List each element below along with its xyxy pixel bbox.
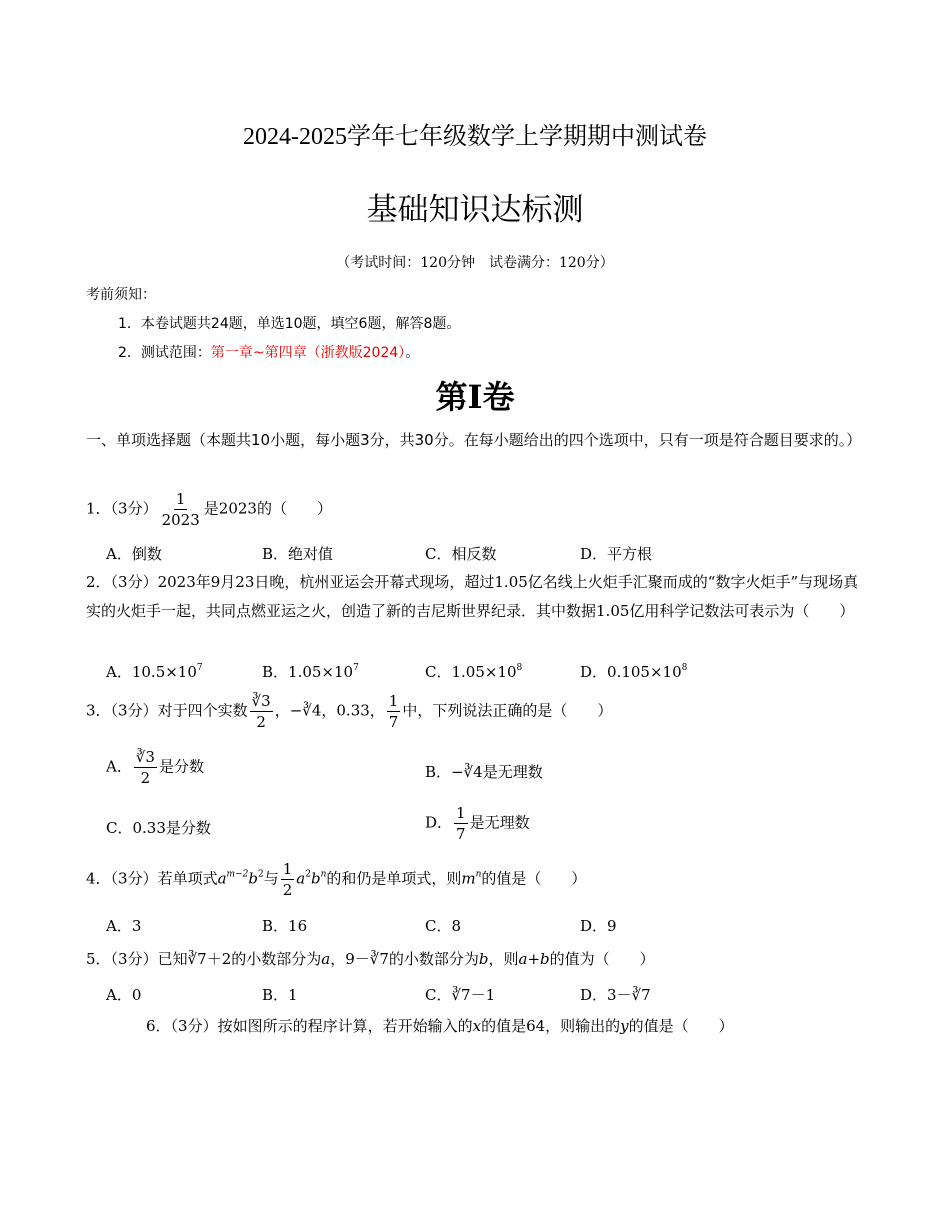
q5-option-d: D．3－∛7	[580, 986, 651, 1004]
fraction-cbrt3-over-2	[250, 692, 273, 731]
var-x: x	[472, 1017, 482, 1035]
q2-option-a-exp: 7	[196, 663, 203, 673]
exp-n: n	[475, 869, 482, 880]
var-a: a	[321, 950, 331, 968]
question-6-suffix: 的值是（ ）	[628, 1017, 734, 1035]
question-5-mid1: 的小数部分为	[231, 950, 322, 968]
question-3-prefix: 3．（3分）对于四个实数	[86, 701, 248, 720]
expr-cbrt7-plus-2: ∛7＋2	[187, 950, 232, 968]
question-1-suffix: 是2023的（ ）	[203, 499, 332, 518]
notice-item-2-prefix: 2．测试范围：	[118, 345, 211, 361]
var-y: y	[620, 1017, 629, 1035]
section-heading: 一、单项选择题（本题共10小题，每小题3分，共30分。在每小题给出的四个选项中，只有一项是符合题目要求的。）	[86, 431, 862, 449]
var-b: b	[310, 869, 321, 888]
expr-a-plus-b: a+b	[518, 950, 550, 968]
q3-option-b	[425, 761, 543, 782]
q2-option-d	[580, 661, 687, 682]
q3-option-c: C．0.33是分数	[106, 819, 211, 837]
question-6	[146, 1015, 734, 1036]
q5-option-c: C．∛7－1	[425, 986, 496, 1004]
neg-cbrt4: −∛4	[289, 701, 322, 720]
q1-option-d: D．平方根	[580, 545, 653, 563]
question-2-text: 2．（3分）2023年9月23日晚，杭州亚运会开幕式现场，超过1.05亿名线上火炬手汇聚而成的“数字火炬手”与现场真实的火炬手一起，共同点燃亚运之火，创造了新的吉尼斯世界纪录．其中数据1.05亿用科学记数法可表示为（ ）	[86, 573, 859, 620]
fraction-denominator: 2	[282, 881, 293, 899]
notice-item-2-suffix: 。	[405, 345, 420, 361]
question-5-mid3: 的小数部分为	[388, 950, 479, 968]
fraction-1-over-7	[454, 804, 468, 843]
notice-item-1: 1．本卷试题共24题，单选10题，填空6题，解答8题。	[118, 316, 461, 332]
question-3-mid: ，0.33，	[321, 701, 385, 720]
q4-option-d: D．9	[580, 917, 617, 935]
fraction-numerator: 1	[456, 804, 466, 822]
fraction-denominator: 7	[388, 713, 399, 731]
q1-option-c: C．相反数	[425, 545, 497, 563]
expr-9-minus-cbrt7: 9－∛7	[345, 950, 389, 968]
question-4-mid: 的和仍是单项式，则	[326, 869, 462, 888]
fraction-numerator: 1	[282, 860, 293, 878]
part-title: 第Ⅰ卷	[435, 378, 515, 416]
q4-option-a: A．3	[106, 917, 142, 935]
q2-option-c-exp: 8	[516, 663, 523, 673]
q3-option-a	[106, 748, 204, 787]
fraction-1-over-2023	[160, 490, 202, 529]
question-1-prefix: 1．（3分）	[86, 499, 158, 518]
var-a: a	[217, 869, 227, 888]
question-5	[86, 948, 655, 969]
q2-option-c	[425, 661, 522, 682]
exam-meta: （考试时间：120分钟 试卷满分：120分）	[336, 255, 614, 271]
q1-option-a: A．倒数	[106, 545, 162, 563]
q3-option-b-text: 是无理数	[482, 763, 543, 781]
var-b: b	[248, 869, 258, 888]
exp-2: 2	[257, 869, 264, 880]
q3-option-a-text: 是分数	[158, 757, 204, 776]
q5-option-b: B．1	[262, 986, 298, 1004]
question-4-and: 与	[263, 869, 279, 888]
fraction-1-over-7	[387, 692, 401, 731]
q3-option-d	[425, 804, 530, 843]
notice-item-2	[118, 342, 419, 362]
fraction-numerator: 1	[388, 692, 399, 710]
var-a: a	[296, 869, 306, 888]
fraction-numerator: ∛3	[251, 692, 271, 710]
q2-option-d-exp: 8	[681, 663, 688, 673]
neg-cbrt4: −∛4	[451, 763, 483, 781]
question-4	[86, 860, 586, 899]
question-4-prefix: 4．（3分）若单项式	[86, 869, 218, 888]
question-4-suffix: 的值是（ ）	[481, 869, 587, 888]
question-3-comma: ，	[274, 701, 290, 720]
q3-option-d-text: 是无理数	[469, 813, 530, 832]
fraction-cbrt3-over-2	[134, 748, 157, 787]
exam-subtitle: 基础知识达标测	[366, 192, 584, 228]
fraction-denominator: 2	[140, 769, 151, 787]
q2-option-b-label: B．1.05×10	[262, 663, 354, 681]
exp-m-minus-2: m−2	[226, 869, 249, 880]
question-1	[86, 490, 332, 529]
question-3-suffix: 中，下列说法正确的是（ ）	[402, 701, 613, 720]
exam-title: 2024-2025学年七年级数学上学期期中测试卷	[243, 124, 707, 150]
q3-option-d-label: D．	[425, 813, 453, 832]
q2-option-b-exp: 7	[353, 663, 359, 673]
var-b: b	[478, 950, 489, 968]
q2-option-d-label: D．0.105×10	[580, 663, 682, 681]
exp-n: n	[320, 869, 327, 880]
q2-option-b	[262, 661, 359, 682]
question-2	[86, 568, 866, 626]
fraction-numerator: ∛3	[135, 748, 155, 766]
fraction-numerator: 1	[175, 490, 186, 508]
question-5-then: ，则	[488, 950, 519, 968]
q2-option-a	[106, 661, 203, 682]
q5-option-a: A．0	[106, 986, 142, 1004]
fraction-denominator: 2023	[161, 511, 200, 529]
question-3	[86, 692, 612, 731]
var-m: m	[461, 869, 476, 888]
notice-label: 考前须知：	[86, 287, 156, 303]
question-5-prefix: 5．（3分）已知	[86, 950, 188, 968]
fraction-denominator: 2	[256, 713, 266, 731]
q2-option-a-label: A．10.5×10	[106, 663, 197, 681]
q3-option-a-label: A．	[106, 757, 132, 776]
fraction-1-over-2	[281, 860, 295, 899]
question-6-prefix: 6．（3分）按如图所示的程序计算，若开始输入的	[146, 1017, 473, 1035]
q4-option-b: B．16	[262, 917, 308, 935]
q1-option-b: B．绝对值	[262, 545, 334, 563]
q2-option-c-label: C．1.05×10	[425, 663, 517, 681]
question-5-suffix: 的值为（ ）	[549, 950, 655, 968]
question-6-mid: 的值是64，则输出的	[481, 1017, 621, 1035]
q3-option-b-label: B．	[425, 763, 452, 781]
q4-option-c: C．8	[425, 917, 462, 935]
exp-2: 2	[305, 869, 311, 880]
fraction-denominator: 7	[456, 825, 466, 843]
notice-range: 第一章~第四章（浙教版2024）	[210, 345, 406, 361]
question-5-comma: ，	[330, 950, 346, 968]
